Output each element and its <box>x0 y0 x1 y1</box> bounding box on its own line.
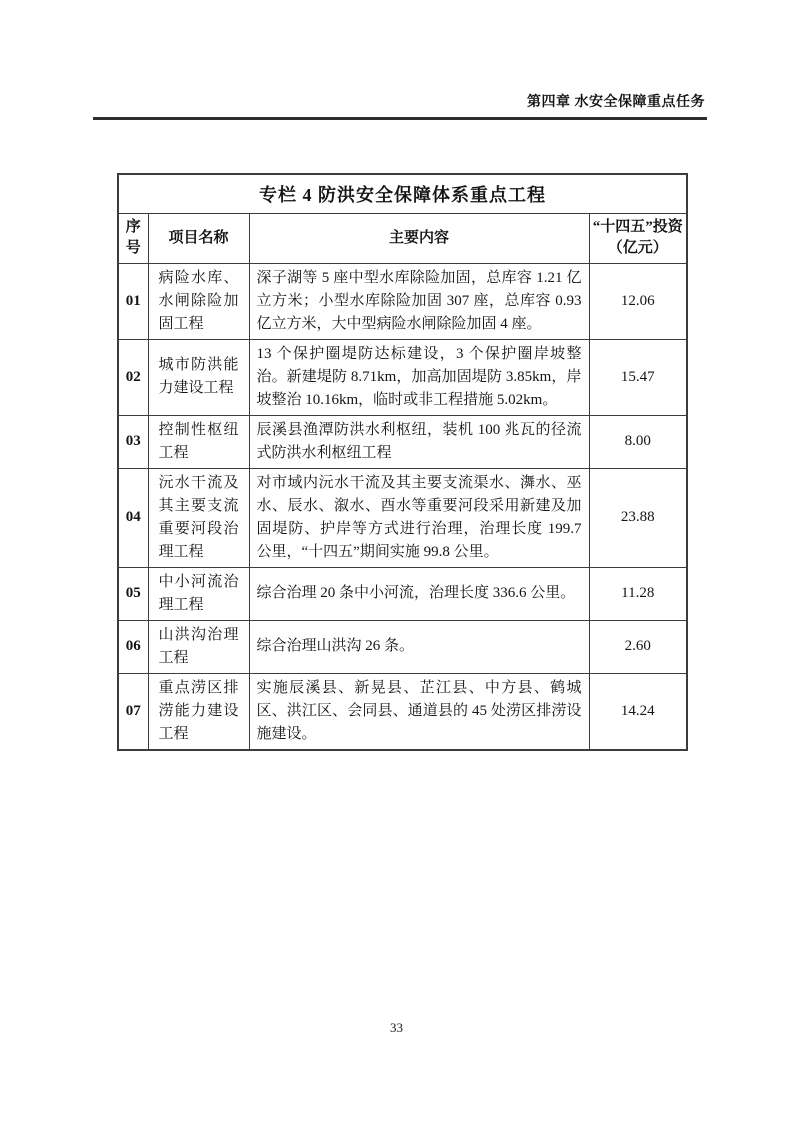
project-name: 病险水库、水闸除险加固工程 <box>148 263 249 339</box>
table-row <box>118 567 687 620</box>
project-content: 综合治理山洪沟 26 条。 <box>249 620 589 673</box>
project-name: 控制性枢纽工程 <box>148 415 249 468</box>
row-no: 01 <box>118 263 148 339</box>
project-name: 山洪沟治理工程 <box>148 620 249 673</box>
table-title-row <box>118 174 687 213</box>
row-no: 05 <box>118 567 148 620</box>
project-investment: 8.00 <box>589 415 687 468</box>
project-content: 实施辰溪县、新晃县、芷江县、中方县、鹤城区、洪江区、会同县、通道县的 45 处涝区排涝设施建设。 <box>249 673 589 750</box>
row-no: 04 <box>118 468 148 567</box>
table-row <box>118 468 687 567</box>
key-projects-table <box>117 173 688 751</box>
chapter-title: 第四章 水安全保障重点任务 <box>527 95 705 110</box>
table-title: 专栏 4 防洪安全保障体系重点工程 <box>118 174 687 213</box>
project-investment: 15.47 <box>589 339 687 415</box>
running-header <box>527 91 705 111</box>
table-header-row <box>118 213 687 263</box>
table-row <box>118 673 687 750</box>
project-content: 对市域内沅水干流及其主要支流渠水、㵲水、巫水、辰水、溆水、酉水等重要河段采用新建及加固堤防、护岸等方式进行治理，治理长度 199.7 公里，“十四五”期间实施 99.8 公里。 <box>249 468 589 567</box>
table-row <box>118 263 687 339</box>
project-content: 深子湖等 5 座中型水库除险加固，总库容 1.21 亿立方米；小型水库除险加固 307 座，总库容 0.93 亿立方米，大中型病险水闸除险加固 4 座。 <box>249 263 589 339</box>
project-name: 沅水干流及其主要支流重要河段治理工程 <box>148 468 249 567</box>
project-content: 综合治理 20 条中小河流，治理长度 336.6 公里。 <box>249 567 589 620</box>
column-header-no: 序号 <box>118 213 148 263</box>
project-content: 辰溪县渔潭防洪水利枢纽，装机 100 兆瓦的径流式防洪水利枢纽工程 <box>249 415 589 468</box>
project-name: 重点涝区排涝能力建设工程 <box>148 673 249 750</box>
page-number: 33 <box>390 1020 403 1035</box>
project-name: 中小河流治理工程 <box>148 567 249 620</box>
table-row <box>118 620 687 673</box>
table-row <box>118 415 687 468</box>
project-investment: 11.28 <box>589 567 687 620</box>
row-no: 02 <box>118 339 148 415</box>
row-no: 06 <box>118 620 148 673</box>
column-header-content: 主要内容 <box>249 213 589 263</box>
header-rule <box>93 117 707 120</box>
project-investment: 14.24 <box>589 673 687 750</box>
project-investment: 12.06 <box>589 263 687 339</box>
project-investment: 2.60 <box>589 620 687 673</box>
project-name: 城市防洪能力建设工程 <box>148 339 249 415</box>
table-row <box>118 339 687 415</box>
project-content: 13 个保护圈堤防达标建设，3 个保护圈岸坡整治。新建堤防 8.71km，加高加固堤防 3.85km，岸坡整治 10.16km，临时或非工程措施 5.02km。 <box>249 339 589 415</box>
row-no: 03 <box>118 415 148 468</box>
project-investment: 23.88 <box>589 468 687 567</box>
column-header-name: 项目名称 <box>148 213 249 263</box>
row-no: 07 <box>118 673 148 750</box>
column-header-investment: “十四五”投资（亿元） <box>589 213 687 263</box>
